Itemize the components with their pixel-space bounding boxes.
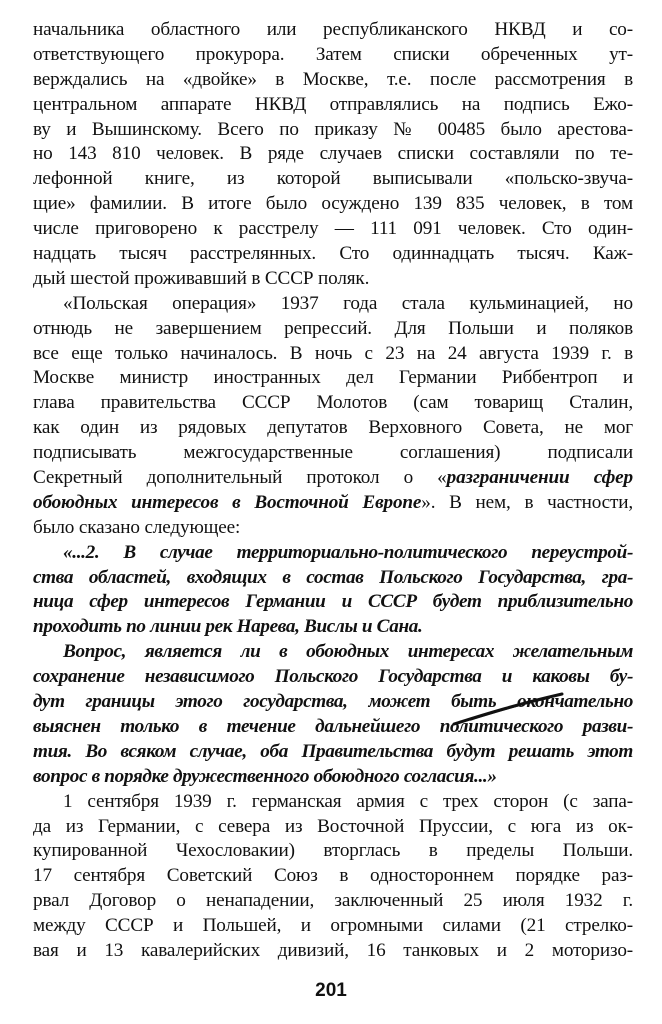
emphasis-run: обоюдных интересов в Восточной Европе bbox=[33, 491, 422, 513]
emphasis-run: разграничении сфер bbox=[446, 467, 633, 489]
text-line: отнюдь не завершением репрессий. Для Польши и поляков bbox=[33, 317, 633, 339]
quote-block bbox=[33, 541, 633, 790]
page-body bbox=[33, 18, 633, 964]
paragraph-2 bbox=[33, 292, 633, 541]
text-line: «Польская операция» 1937 года стала кульминацией, но bbox=[63, 292, 633, 314]
text-line bbox=[33, 491, 633, 516]
text-line: да из Германии, с севера из Восточной Пруссии, с юга из ок- bbox=[33, 815, 633, 837]
text-line: рвал Договор о ненападении, заключенный 25 июля 1932 г. bbox=[33, 890, 633, 912]
text-line: щие» фамилии. В итоге было осуждено 139 835 человек, в том bbox=[33, 193, 633, 215]
quote-line: «...2. В случае территориально-политического переустрой- bbox=[63, 541, 633, 563]
quote-line: дут границы этого государства, может быть окончательно bbox=[33, 691, 633, 713]
text-line bbox=[33, 466, 633, 491]
text-line: глава правительства СССР Молотов (сам товарищ Сталин, bbox=[33, 392, 633, 414]
quote-line: ства областей, входящих в состав Польского Государства, гра- bbox=[33, 566, 633, 588]
text-line: ответствующего прокурора. Затем списки обреченных ут- bbox=[33, 43, 633, 65]
text-line: подписывать межгосударственные соглашения) подписали bbox=[33, 442, 633, 464]
text-line: ву и Вышинскому. Всего по приказу № 00485 было арестова- bbox=[33, 118, 633, 140]
text-line: числе приговорено к расстрелу — 111 091 человек. Сто один- bbox=[33, 218, 633, 240]
text-line: лефонной книге, из которой выписывали «польско-звуча- bbox=[33, 168, 633, 190]
text-line: купированной Чехословакии) вторглась в пределы Польши. bbox=[33, 840, 633, 862]
paragraph-1 bbox=[33, 18, 633, 292]
text-line: Москве министр иностранных дел Германии Риббентроп и bbox=[33, 367, 633, 389]
text-line: верждались на «двойке» в Москве, т.е. после рассмотрения в bbox=[33, 68, 633, 90]
quote-line: выяснен только в течение дальнейшего политического разви- bbox=[33, 715, 633, 737]
text-line: между СССР и Польшей, и огромными силами (21 стрелко- bbox=[33, 915, 633, 937]
quote-line: тия. Во всяком случае, оба Правительства будут решать этот bbox=[33, 740, 633, 762]
text-line: было сказано следующее: bbox=[33, 516, 241, 538]
text-line: как один из рядовых депутатов Верховного Совета, не мог bbox=[33, 417, 633, 439]
quote-line: сохранение независимого Польского Государства и каковы бу- bbox=[33, 666, 633, 688]
text-line: дый шестой проживавший в СССР поляк. bbox=[33, 267, 370, 289]
text-line: центральном аппарате НКВД отправлялись на подпись Ежо- bbox=[33, 93, 633, 115]
text-line: надцать тысяч расстрелянных. Сто одиннадцать тысяч. Каж- bbox=[33, 243, 633, 265]
text-line: вая и 13 кавалерийских дивизий, 16 танковых и 2 моторизо- bbox=[33, 939, 633, 961]
page-number: 201 bbox=[315, 980, 347, 1001]
text-line: 1 сентября 1939 г. германская армия с трех сторон (с запа- bbox=[63, 790, 633, 812]
text-run: Секретный дополнительный протокол о « bbox=[33, 467, 447, 489]
paragraph-3 bbox=[33, 790, 633, 964]
text-line: 17 сентября Советский Союз в одностороннем порядке раз- bbox=[33, 865, 633, 887]
quote-line: ница сфер интересов Германии и СССР будет приблизительно bbox=[33, 591, 633, 613]
text-line: но 143 810 человек. В ряде случаев списки составляли по те- bbox=[33, 143, 633, 165]
quote-line: проходить по линии рек Нарева, Вислы и Сана. bbox=[33, 616, 423, 638]
text-line: все еще только начиналось. В ночь с 23 на 24 августа 1939 г. в bbox=[33, 342, 633, 364]
text-line: начальника областного или республиканского НКВД и со- bbox=[33, 19, 633, 40]
quote-line: Вопрос, является ли в обоюдных интересах желательным bbox=[63, 641, 633, 663]
quote-line: вопрос в порядке дружественного обоюдного согласия...» bbox=[33, 765, 497, 787]
text-run: ». В нем, в частности, bbox=[421, 491, 633, 513]
